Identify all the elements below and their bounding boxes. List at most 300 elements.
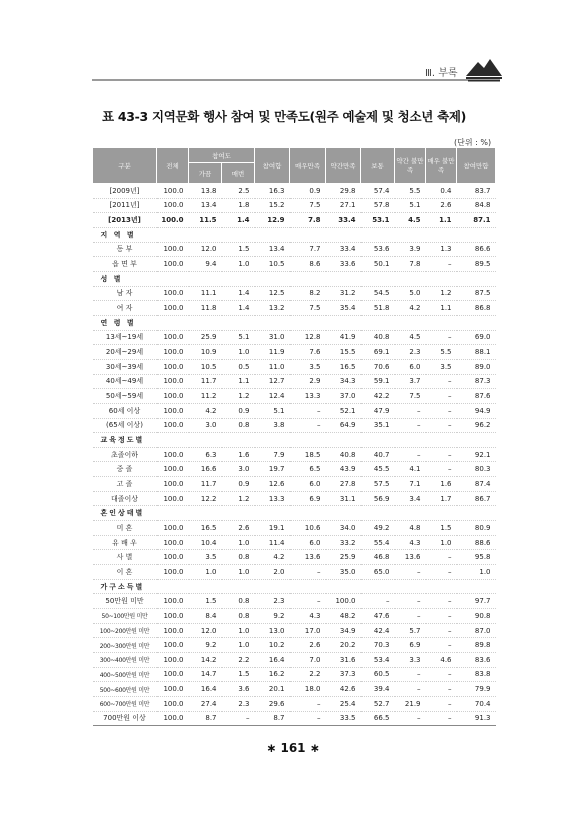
table-cell: –: [426, 682, 457, 697]
table-cell: 100.0: [157, 521, 189, 536]
table-cell: 17.0: [290, 623, 326, 638]
table-cell: 86.8: [457, 301, 496, 316]
table-cell: 1.5: [222, 242, 255, 257]
table-cell: 2.2: [290, 667, 326, 682]
table-cell: 18.0: [290, 682, 326, 697]
table-cell: 1.5: [426, 521, 457, 536]
table-cell: 12.9: [255, 213, 290, 228]
row-label: 100~200만원 미만: [93, 623, 157, 638]
table-cell: [361, 227, 395, 242]
table-cell: [157, 433, 189, 448]
table-cell: [326, 227, 361, 242]
table-cell: [255, 506, 290, 521]
table-cell: –: [426, 565, 457, 580]
table-cell: 80.3: [457, 462, 496, 477]
table-cell: 97.7: [457, 594, 496, 609]
table-cell: 31.0: [255, 330, 290, 345]
table-cell: 3.5: [426, 359, 457, 374]
table-cell: 19.7: [255, 462, 290, 477]
table-cell: –: [395, 609, 426, 624]
table-cell: 100.0: [157, 213, 189, 228]
table-cell: 13.4: [189, 198, 222, 213]
table-cell: 1.2: [426, 286, 457, 301]
row-label: [2009년]: [93, 184, 157, 199]
table-cell: 1.4: [222, 286, 255, 301]
table-cell: 57.4: [361, 184, 395, 199]
table-cell: 100.0: [157, 462, 189, 477]
table-cell: [157, 506, 189, 521]
table-cell: –: [395, 711, 426, 726]
table-cell: [222, 506, 255, 521]
table-row: [93, 462, 496, 477]
table-cell: 37.3: [326, 667, 361, 682]
table-cell: [361, 271, 395, 286]
table-cell: 51.8: [361, 301, 395, 316]
table-cell: 25.9: [326, 550, 361, 565]
table-cell: [255, 227, 290, 242]
table-cell: 1.1: [426, 301, 457, 316]
table-cell: 90.8: [457, 609, 496, 624]
row-label: 30세~39세: [93, 359, 157, 374]
table-cell: 2.6: [426, 198, 457, 213]
table-cell: 0.8: [222, 550, 255, 565]
table-cell: 42.4: [361, 623, 395, 638]
table-cell: 100.0: [157, 711, 189, 726]
table-cell: 12.0: [189, 242, 222, 257]
table-cell: 89.5: [457, 257, 496, 272]
table-cell: 3.5: [290, 359, 326, 374]
row-label: 대졸이상: [93, 491, 157, 506]
table-cell: 40.8: [326, 447, 361, 462]
table-cell: [290, 227, 326, 242]
table-cell: 8.2: [290, 286, 326, 301]
table-cell: 3.4: [395, 491, 426, 506]
table-cell: 10.5: [255, 257, 290, 272]
table-cell: 7.8: [290, 213, 326, 228]
table-cell: 0.8: [222, 609, 255, 624]
table-cell: 0.9: [222, 477, 255, 492]
table-cell: 53.1: [361, 213, 395, 228]
table-cell: [189, 271, 222, 286]
table-cell: [457, 506, 496, 521]
table-cell: 11.1: [189, 286, 222, 301]
table-cell: 12.2: [189, 491, 222, 506]
table-cell: 7.7: [290, 242, 326, 257]
table-cell: 1.8: [222, 198, 255, 213]
table-cell: 57.8: [361, 198, 395, 213]
table-row: [93, 359, 496, 374]
table-cell: 1.6: [426, 477, 457, 492]
table-cell: 2.5: [222, 184, 255, 199]
table-cell: 11.7: [189, 374, 222, 389]
table-cell: –: [426, 462, 457, 477]
table-cell: [457, 315, 496, 330]
table-cell: –: [290, 418, 326, 433]
table-cell: 0.8: [222, 418, 255, 433]
row-label: (65세 이상): [93, 418, 157, 433]
table-cell: 100.0: [157, 301, 189, 316]
table-row: [93, 653, 496, 668]
table-cell: –: [426, 374, 457, 389]
table-cell: 56.9: [361, 491, 395, 506]
table-cell: 100.0: [157, 403, 189, 418]
table-cell: 8.4: [189, 609, 222, 624]
table-cell: 7.6: [290, 345, 326, 360]
table-cell: 1.0: [222, 623, 255, 638]
table-cell: –: [395, 594, 426, 609]
table-cell: 86.6: [457, 242, 496, 257]
table-row: [93, 594, 496, 609]
table-cell: 25.4: [326, 696, 361, 711]
table-row: [93, 609, 496, 624]
table-cell: 87.5: [457, 286, 496, 301]
table-cell: 12.6: [255, 477, 290, 492]
table-cell: [222, 433, 255, 448]
table-cell: 10.2: [255, 638, 290, 653]
table-row: [93, 198, 496, 213]
table-cell: 100.0: [157, 389, 189, 404]
table-cell: 4.8: [395, 521, 426, 536]
table-cell: 4.3: [290, 609, 326, 624]
table-cell: 100.0: [157, 242, 189, 257]
table-cell: 87.1: [457, 213, 496, 228]
table-row: [93, 345, 496, 360]
table-cell: 7.9: [255, 447, 290, 462]
table-cell: [426, 315, 457, 330]
table-cell: 2.2: [222, 653, 255, 668]
table-cell: –: [426, 330, 457, 345]
table-cell: 1.0: [457, 565, 496, 580]
table-cell: [255, 433, 290, 448]
mountain-logo-icon: [466, 56, 502, 82]
table-cell: [290, 315, 326, 330]
table-cell: 1.0: [222, 638, 255, 653]
table-cell: [395, 579, 426, 594]
table-cell: [157, 579, 189, 594]
table-cell: 69.1: [361, 345, 395, 360]
table-cell: 1.5: [189, 594, 222, 609]
table-cell: 1.0: [189, 565, 222, 580]
table-cell: 27.8: [326, 477, 361, 492]
table-cell: 16.5: [326, 359, 361, 374]
table-cell: 5.7: [395, 623, 426, 638]
table-cell: 1.2: [222, 491, 255, 506]
table-row: [93, 565, 496, 580]
table-cell: 100.0: [157, 653, 189, 668]
section-row: [93, 227, 496, 242]
table-cell: 5.5: [395, 184, 426, 199]
row-label: 300~400만원 미만: [93, 653, 157, 668]
table-cell: 6.9: [290, 491, 326, 506]
table-cell: –: [426, 403, 457, 418]
table-cell: [189, 227, 222, 242]
row-label: 50~100만원 미만: [93, 609, 157, 624]
table-cell: 100.0: [157, 345, 189, 360]
table-cell: [326, 579, 361, 594]
table-cell: 100.0: [157, 550, 189, 565]
table-cell: 3.3: [395, 653, 426, 668]
section-row: [93, 433, 496, 448]
table-cell: 13.4: [255, 242, 290, 257]
table-cell: 70.4: [457, 696, 496, 711]
table-cell: 1.5: [222, 667, 255, 682]
table-cell: [255, 579, 290, 594]
table-cell: [395, 433, 426, 448]
table-cell: 33.4: [326, 242, 361, 257]
table-row: [93, 389, 496, 404]
table-cell: 11.4: [255, 535, 290, 550]
col-very-satisfied: 매우만족: [290, 148, 326, 184]
table-cell: [426, 579, 457, 594]
row-label: 50만원 미만: [93, 594, 157, 609]
table-cell: 12.5: [255, 286, 290, 301]
table-cell: 7.0: [290, 653, 326, 668]
table-cell: 52.1: [326, 403, 361, 418]
table-cell: 1.4: [222, 213, 255, 228]
table-cell: –: [426, 257, 457, 272]
table-cell: 11.8: [189, 301, 222, 316]
row-label: [2013년]: [93, 213, 157, 228]
table-cell: 13.2: [255, 301, 290, 316]
table-cell: 4.1: [395, 462, 426, 477]
table-cell: 3.5: [189, 550, 222, 565]
table-row: [93, 242, 496, 257]
table-cell: 16.6: [189, 462, 222, 477]
table-cell: [255, 271, 290, 286]
section-label: 교육정도별: [93, 433, 157, 448]
table-cell: [326, 271, 361, 286]
col-total: 전체: [157, 148, 189, 184]
table-cell: [457, 433, 496, 448]
table-cell: 1.1: [426, 213, 457, 228]
table-cell: 66.5: [361, 711, 395, 726]
table-cell: 2.0: [255, 565, 290, 580]
page-header: [0, 0, 586, 90]
table-body: [93, 184, 496, 726]
table-cell: 42.6: [326, 682, 361, 697]
table-cell: 10.6: [290, 521, 326, 536]
section-label: 가구소득별: [93, 579, 157, 594]
table-cell: –: [426, 609, 457, 624]
table-cell: 4.2: [395, 301, 426, 316]
table-cell: 4.5: [395, 213, 426, 228]
table-cell: 13.6: [395, 550, 426, 565]
table-cell: 7.8: [395, 257, 426, 272]
table-cell: 2.9: [290, 374, 326, 389]
table-cell: 100.0: [157, 609, 189, 624]
table-cell: 89.8: [457, 638, 496, 653]
table-cell: 3.8: [255, 418, 290, 433]
table-cell: [189, 579, 222, 594]
table-cell: 100.0: [157, 184, 189, 199]
table-cell: 4.3: [395, 535, 426, 550]
table-cell: 57.5: [361, 477, 395, 492]
table-cell: 15.2: [255, 198, 290, 213]
table-cell: 49.2: [361, 521, 395, 536]
col-every-time: 매번: [222, 163, 255, 184]
table-cell: 16.3: [255, 184, 290, 199]
row-label: 중 졸: [93, 462, 157, 477]
table-cell: 69.0: [457, 330, 496, 345]
table-cell: 100.0: [157, 682, 189, 697]
table-cell: 100.0: [157, 198, 189, 213]
table-cell: 5.5: [426, 345, 457, 360]
table-row: [93, 184, 496, 199]
table-cell: [326, 433, 361, 448]
table-cell: 5.1: [395, 198, 426, 213]
table-cell: [157, 227, 189, 242]
col-somewhat-unsatisfied: 약간 불만족: [395, 148, 426, 184]
table-cell: 31.6: [326, 653, 361, 668]
table-cell: 29.8: [326, 184, 361, 199]
table-cell: –: [395, 667, 426, 682]
table-cell: 2.3: [222, 696, 255, 711]
page-number: ∗ 161 ∗: [266, 741, 320, 755]
row-label: 40세~49세: [93, 374, 157, 389]
table-cell: 39.4: [361, 682, 395, 697]
table-cell: 0.5: [222, 359, 255, 374]
table-cell: 13.3: [290, 389, 326, 404]
table-cell: [361, 315, 395, 330]
table-cell: 12.7: [255, 374, 290, 389]
table-cell: 6.0: [290, 535, 326, 550]
table-row: [93, 550, 496, 565]
table-cell: 1.7: [426, 491, 457, 506]
table-cell: 35.1: [361, 418, 395, 433]
table-cell: 13.3: [255, 491, 290, 506]
table-cell: 0.4: [426, 184, 457, 199]
row-label: 50세~59세: [93, 389, 157, 404]
table-cell: 47.6: [361, 609, 395, 624]
row-label: 초졸이하: [93, 447, 157, 462]
table-row: [93, 330, 496, 345]
table-cell: 60.5: [361, 667, 395, 682]
table-cell: 88.1: [457, 345, 496, 360]
table-cell: 15.5: [326, 345, 361, 360]
table-cell: –: [222, 711, 255, 726]
table-cell: –: [426, 418, 457, 433]
table-row: [93, 257, 496, 272]
table-cell: 2.3: [255, 594, 290, 609]
table-cell: 9.2: [255, 609, 290, 624]
table-cell: 34.0: [326, 521, 361, 536]
table-cell: 5.1: [222, 330, 255, 345]
table-cell: 20.1: [255, 682, 290, 697]
row-label: 60세 이상: [93, 403, 157, 418]
table-cell: 12.4: [255, 389, 290, 404]
table-cell: 100.0: [157, 359, 189, 374]
table-cell: 27.1: [326, 198, 361, 213]
table-cell: 0.8: [222, 594, 255, 609]
table-cell: 4.2: [189, 403, 222, 418]
table-cell: –: [290, 696, 326, 711]
table-cell: [189, 315, 222, 330]
row-label: 400~500만원 미만: [93, 667, 157, 682]
row-label: 동 부: [93, 242, 157, 257]
table-cell: [189, 433, 222, 448]
col-normal: 보통: [361, 148, 395, 184]
table-cell: [426, 227, 457, 242]
table-row: [93, 213, 496, 228]
table-cell: 100.0: [157, 638, 189, 653]
table-cell: 10.9: [189, 345, 222, 360]
table-cell: 7.5: [290, 301, 326, 316]
table-cell: 11.5: [189, 213, 222, 228]
table-cell: 1.1: [222, 374, 255, 389]
table-cell: [457, 227, 496, 242]
table-cell: 40.8: [361, 330, 395, 345]
table-cell: [290, 506, 326, 521]
table-cell: 18.5: [290, 447, 326, 462]
table-cell: –: [395, 403, 426, 418]
table-cell: [426, 433, 457, 448]
table-cell: 54.5: [361, 286, 395, 301]
table-cell: 8.7: [189, 711, 222, 726]
table-cell: 6.5: [290, 462, 326, 477]
table-cell: 35.0: [326, 565, 361, 580]
table-cell: 88.6: [457, 535, 496, 550]
table-cell: [290, 579, 326, 594]
table-cell: 100.0: [157, 286, 189, 301]
table-cell: 4.6: [426, 653, 457, 668]
table-cell: 100.0: [157, 491, 189, 506]
table-cell: 1.4: [222, 301, 255, 316]
table-cell: 1.0: [222, 257, 255, 272]
table-cell: 100.0: [157, 594, 189, 609]
table-cell: 25.9: [189, 330, 222, 345]
table-cell: 19.1: [255, 521, 290, 536]
table-cell: 1.0: [222, 535, 255, 550]
table-cell: 70.3: [361, 638, 395, 653]
header-rule: [92, 79, 500, 81]
table-cell: –: [426, 711, 457, 726]
table-cell: 42.2: [361, 389, 395, 404]
data-table: [92, 147, 496, 726]
table-cell: 13.6: [290, 550, 326, 565]
table-cell: 3.9: [395, 242, 426, 257]
table-cell: –: [290, 565, 326, 580]
table-row: [93, 477, 496, 492]
table-cell: [395, 506, 426, 521]
table-row: [93, 696, 496, 711]
table-cell: 37.0: [326, 389, 361, 404]
table-cell: –: [395, 447, 426, 462]
col-group: 구분: [93, 148, 157, 184]
table-cell: 52.7: [361, 696, 395, 711]
table-cell: 34.3: [326, 374, 361, 389]
section-label: 혼인상태별: [93, 506, 157, 521]
table-cell: 16.2: [255, 667, 290, 682]
table-cell: [361, 579, 395, 594]
section-label: Ⅲ. 부록: [425, 68, 458, 79]
table-cell: [457, 579, 496, 594]
row-label: 20세~29세: [93, 345, 157, 360]
table-cell: 16.5: [189, 521, 222, 536]
table-cell: 1.0: [222, 565, 255, 580]
table-cell: 55.4: [361, 535, 395, 550]
table-cell: 87.6: [457, 389, 496, 404]
table-row: [93, 535, 496, 550]
table-cell: 8.6: [290, 257, 326, 272]
section-row: [93, 315, 496, 330]
table-cell: –: [290, 711, 326, 726]
table-row: [93, 418, 496, 433]
table-row: [93, 286, 496, 301]
table-cell: 79.9: [457, 682, 496, 697]
table-cell: 100.0: [157, 696, 189, 711]
row-label: 사 별: [93, 550, 157, 565]
table-cell: 7.5: [290, 198, 326, 213]
